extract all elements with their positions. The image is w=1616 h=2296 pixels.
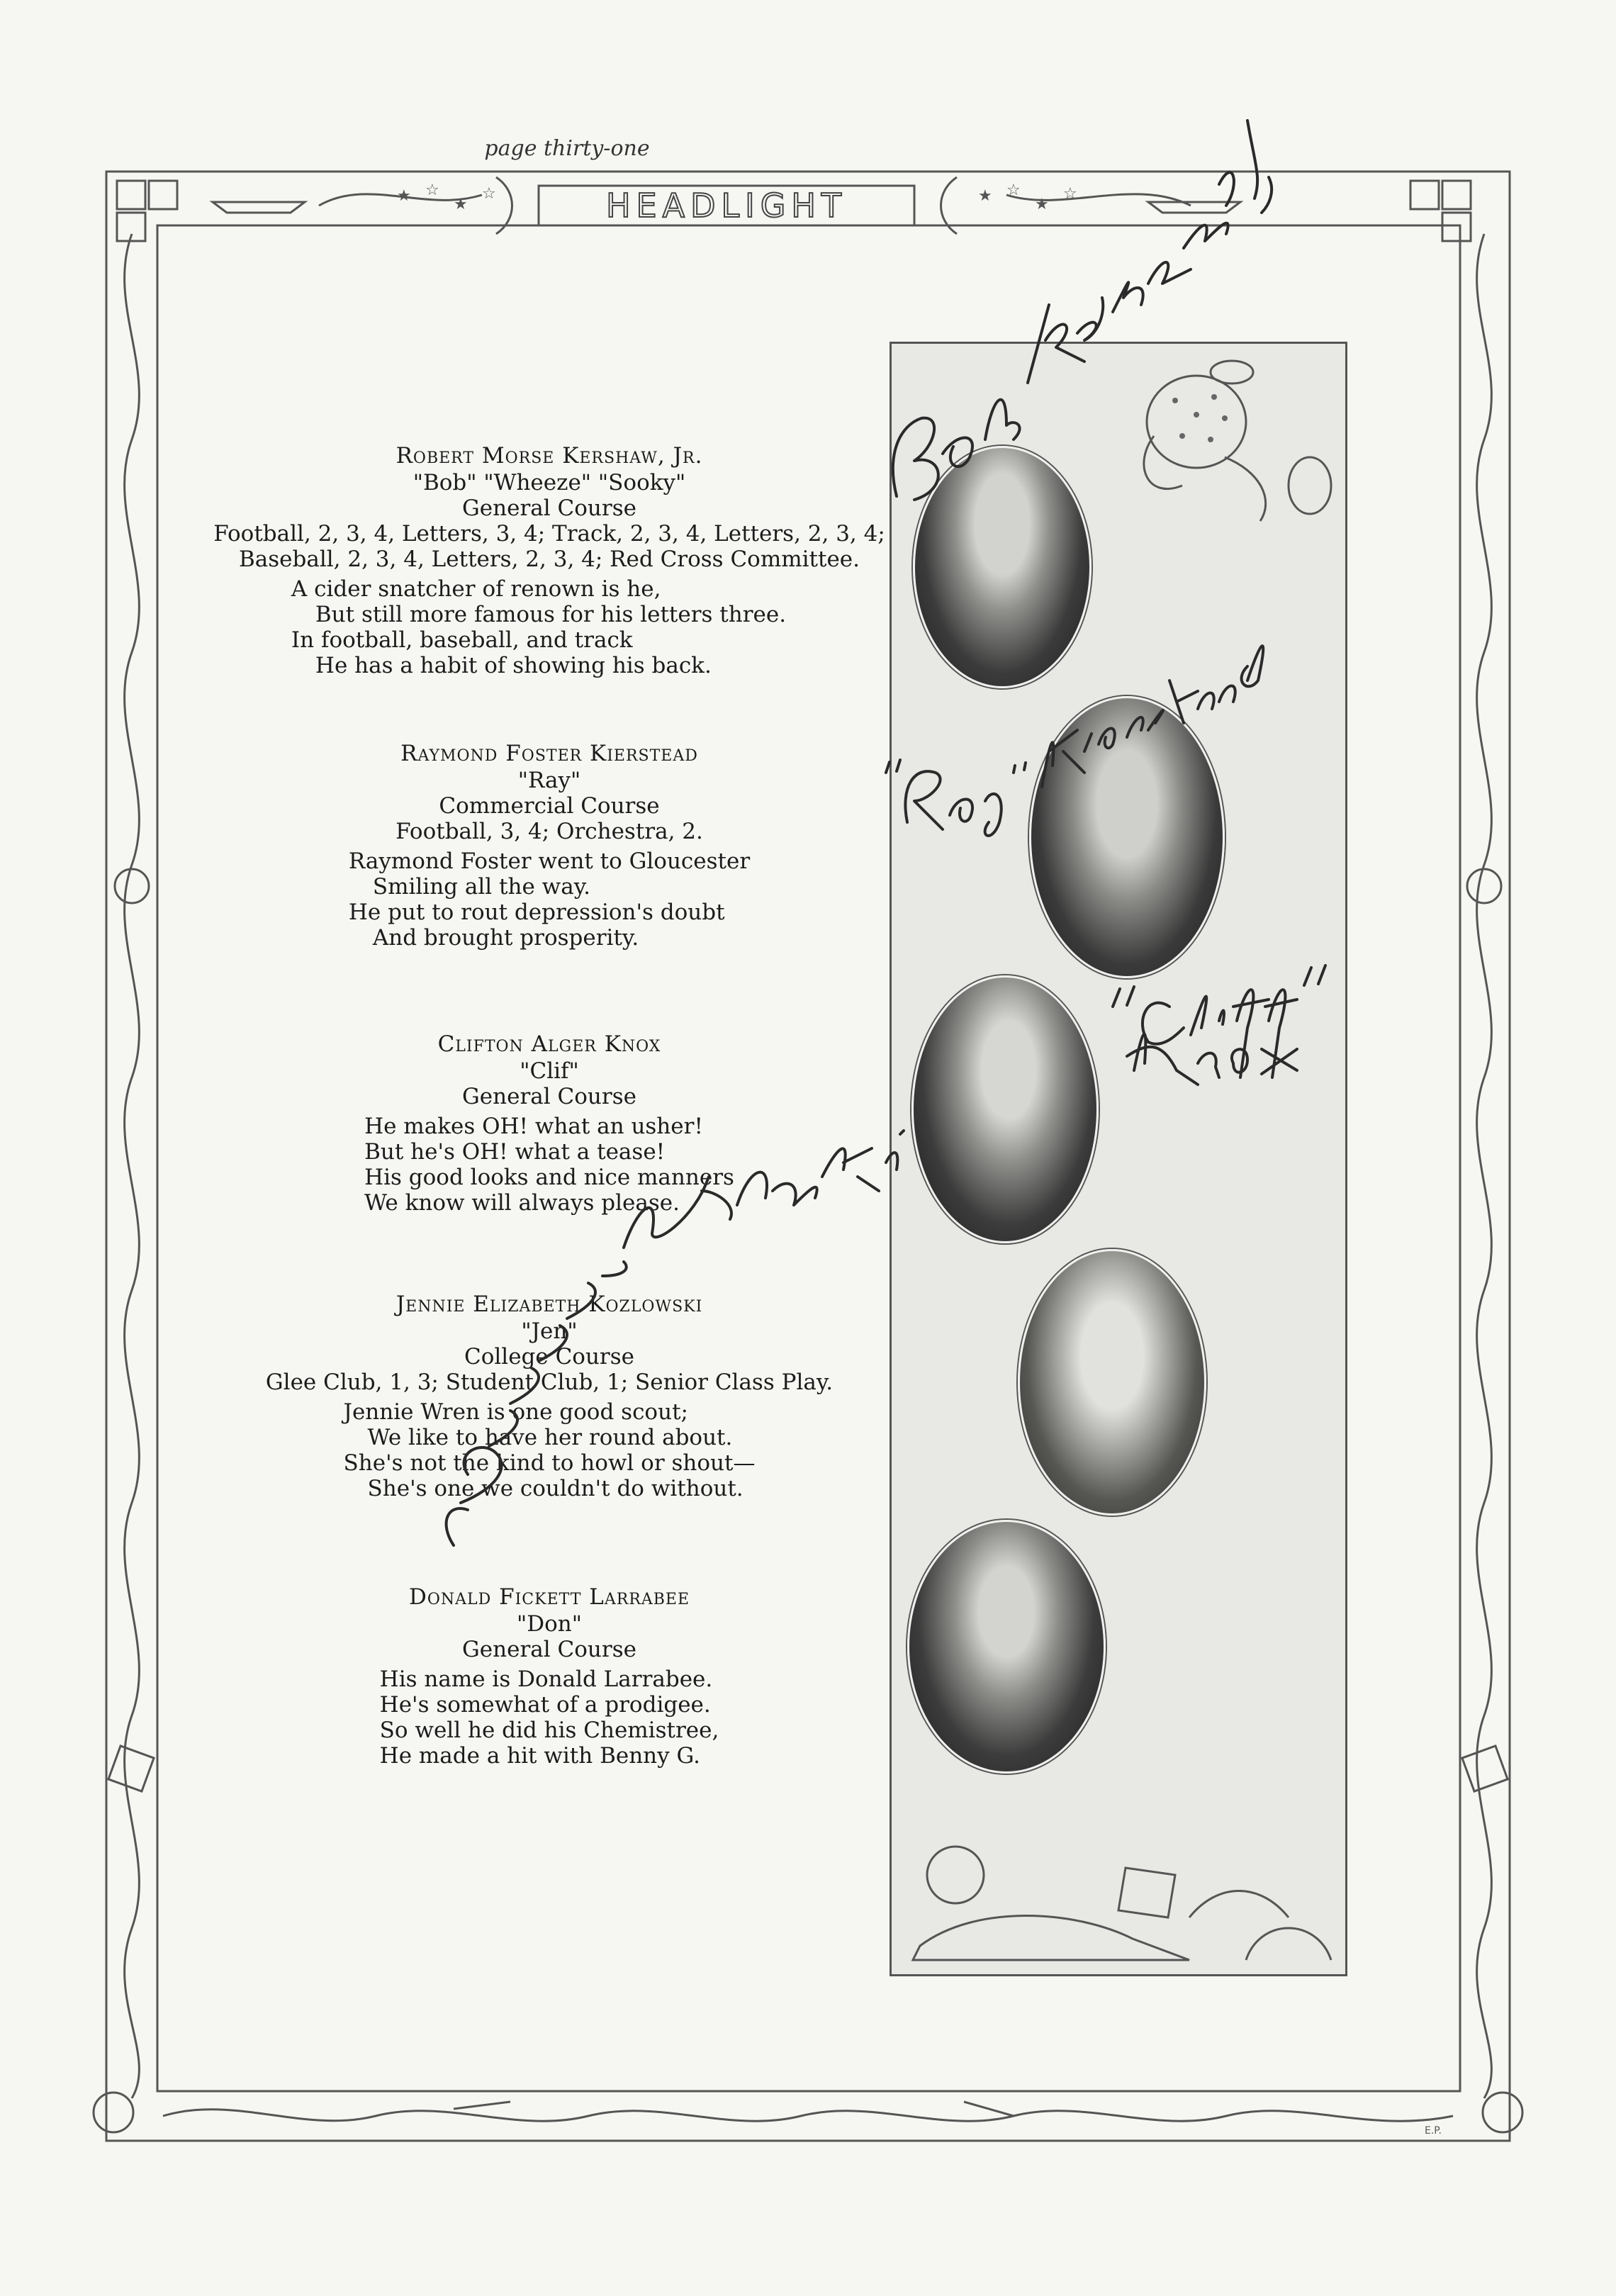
- poem-line: Raymond Foster went to Gloucester: [348, 849, 751, 874]
- poem-line: Jennie Wren is one good scout;: [343, 1399, 688, 1425]
- student-activities: Football, 2, 3, 4, Letters, 3, 4; Track, 2, 3, 4, Letters, 2, 3, 4;: [213, 521, 885, 547]
- svg-text:★: ★: [978, 187, 992, 205]
- banner-title: HEADLIGHT: [605, 186, 848, 225]
- poem-line: He has a habit of showing his back.: [315, 653, 712, 678]
- student-poem: [291, 576, 786, 678]
- svg-text:☆: ☆: [425, 181, 439, 199]
- poem-line: His name is Donald Larrabee.: [379, 1667, 713, 1692]
- student-name: Jennie Elizabeth Kozlowski: [395, 1292, 703, 1317]
- poem-line: In football, baseball, and track: [291, 627, 633, 653]
- svg-text:☆: ☆: [482, 185, 496, 203]
- photo-kozlowski: [1018, 1249, 1206, 1516]
- photo-kershaw: [913, 446, 1092, 688]
- student-course: General Course: [462, 495, 636, 521]
- poem-line: Smiling all the way.: [372, 874, 590, 900]
- poem-line: He made a hit with Benny G.: [379, 1743, 701, 1769]
- student-nicknames: "Bob" "Wheeze" "Sooky": [413, 470, 686, 495]
- student-name: Raymond Foster Kierstead: [400, 741, 698, 766]
- photo-knox: [911, 975, 1099, 1243]
- student-poem: [349, 849, 750, 951]
- poem-line: But he's OH! what a tease!: [364, 1139, 666, 1165]
- svg-text:☆: ☆: [1006, 181, 1021, 199]
- student-course: General Course: [462, 1084, 636, 1109]
- poem-line: We know will always please.: [364, 1190, 680, 1216]
- entry-knox: [213, 1031, 886, 1216]
- poem-line: So well he did his Chemistree,: [379, 1718, 719, 1743]
- student-course: Commercial Course: [439, 793, 660, 819]
- poem-line: He's somewhat of a prodigee.: [379, 1692, 711, 1718]
- student-poem: [380, 1667, 719, 1769]
- student-nicknames: "Jen": [521, 1318, 578, 1344]
- toys-illustration: [892, 1790, 1345, 1974]
- svg-text:★: ★: [454, 196, 468, 213]
- student-name: Clifton Alger Knox: [437, 1031, 661, 1057]
- student-activities: Glee Club, 1, 3; Student Club, 1; Senior Class Play.: [265, 1370, 834, 1395]
- student-activities: Baseball, 2, 3, 4, Letters, 2, 3, 4; Red Cross Committee.: [239, 547, 860, 572]
- entry-larrabee: [213, 1584, 886, 1769]
- photo-kierstead: [1029, 696, 1225, 978]
- svg-text:★: ★: [397, 187, 411, 205]
- poem-line: And brought prosperity.: [372, 925, 639, 951]
- student-nicknames: "Don": [516, 1611, 582, 1637]
- poem-line: His good looks and nice manners: [364, 1165, 734, 1190]
- poem-line: He makes OH! what an usher!: [364, 1114, 703, 1139]
- artist-mark: E.P.: [1425, 2125, 1442, 2137]
- student-poem: [344, 1399, 756, 1501]
- student-activities: Football, 3, 4; Orchestra, 2.: [395, 819, 703, 844]
- student-nicknames: "Ray": [517, 768, 581, 793]
- poem-line: A cider snatcher of renown is he,: [291, 576, 661, 602]
- student-course: College Course: [464, 1344, 635, 1370]
- poem-line: He put to rout depression's doubt: [348, 900, 725, 925]
- poem-line: But still more famous for his letters three.: [315, 602, 787, 627]
- student-poem: [364, 1114, 734, 1216]
- poem-line: She's one we couldn't do without.: [367, 1476, 744, 1501]
- photo-larrabee: [907, 1520, 1106, 1774]
- entry-kershaw: [213, 443, 886, 678]
- student-name: Robert Morse Kershaw, Jr.: [395, 443, 703, 469]
- student-nicknames: "Clif": [520, 1058, 579, 1084]
- student-course: General Course: [462, 1637, 636, 1662]
- svg-text:★: ★: [1035, 196, 1049, 213]
- svg-text:☆: ☆: [1063, 185, 1077, 203]
- page-number: page thirty-one: [484, 136, 650, 161]
- entry-kierstead: [213, 741, 886, 951]
- entry-kozlowski: [213, 1292, 886, 1501]
- poem-line: She's not the kind to howl or shout—: [343, 1450, 756, 1476]
- poem-line: We like to have her round about.: [367, 1425, 733, 1450]
- student-name: Donald Fickett Larrabee: [408, 1584, 690, 1610]
